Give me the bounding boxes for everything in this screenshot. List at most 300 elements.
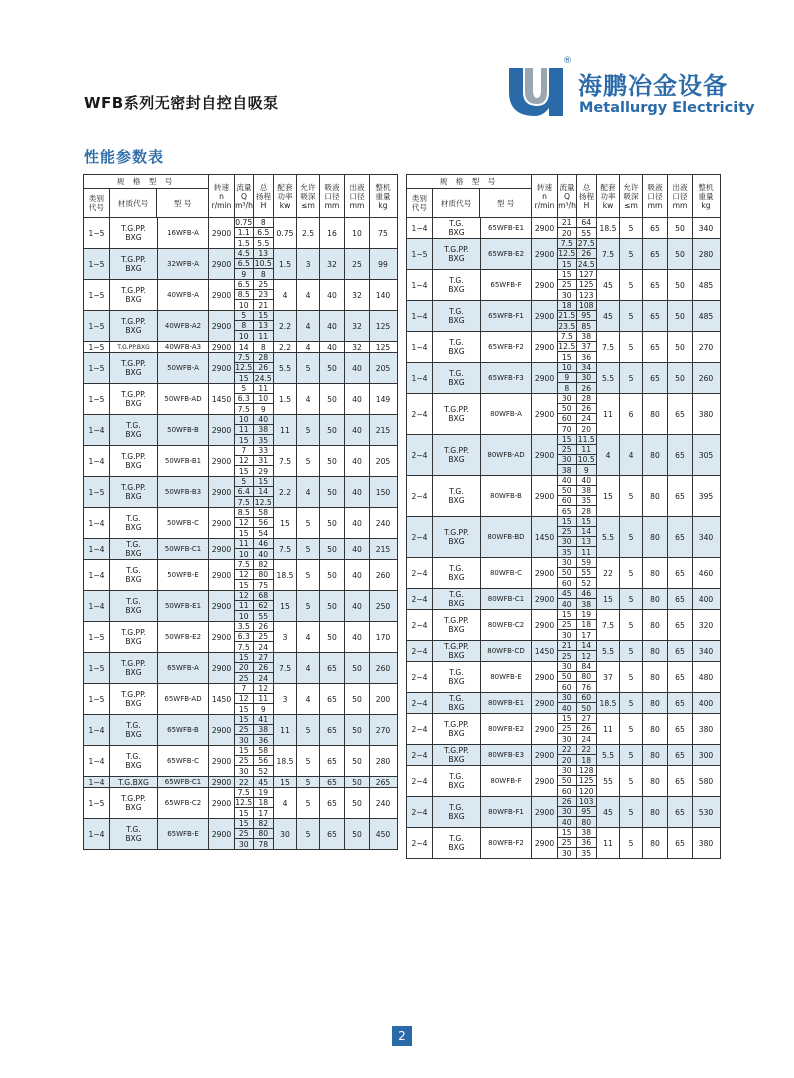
head-value: 35 xyxy=(581,848,592,858)
flow-head-row xyxy=(558,651,596,661)
flow-head-row xyxy=(235,819,273,829)
weight-cell: 530 xyxy=(698,807,714,817)
table-row xyxy=(84,539,397,560)
inlet-cell: 40 xyxy=(320,342,345,352)
suction-depth-cell: 5 xyxy=(620,745,643,765)
suction-depth-cell: 4 xyxy=(297,311,320,341)
inlet-cell: 65 xyxy=(320,777,345,787)
material-cell: T.G.PP. BXG xyxy=(433,239,481,269)
flow-head-pairs xyxy=(235,415,274,445)
head-value: 64 xyxy=(581,218,592,227)
flow-value: 25 xyxy=(558,620,577,629)
head-value: 15 xyxy=(258,311,269,320)
model-cell: 50WFB-E1 xyxy=(158,591,209,621)
flow-value: 5 xyxy=(235,477,254,486)
head-value: 24.5 xyxy=(577,259,595,269)
category-cell: 1~4 xyxy=(407,332,433,362)
flow-value: 7.5 xyxy=(235,404,254,414)
head-value: 52 xyxy=(581,578,592,588)
category-cell: 1~5 xyxy=(84,249,110,279)
flow-head-row xyxy=(235,394,273,404)
material-cell: T.G.PP. BXG xyxy=(433,610,481,640)
category-header: 类别 代号 xyxy=(407,189,433,217)
flow-head-row xyxy=(558,776,596,786)
flow-value: 38 xyxy=(558,465,577,475)
head-value: 14 xyxy=(581,641,592,650)
flow-head-pairs xyxy=(235,342,274,352)
flow-head-row xyxy=(235,735,273,745)
outlet-cell: 50 xyxy=(345,653,370,683)
outlet-cell: 65 xyxy=(668,828,693,858)
head-value: 36 xyxy=(581,352,592,362)
outlet-cell: 40 xyxy=(345,477,370,507)
table-row xyxy=(407,610,720,641)
model-cell: 16WFB-A xyxy=(158,218,209,248)
suction-depth-cell: 5 xyxy=(297,539,320,559)
weight-cell: 340 xyxy=(698,646,714,656)
flow-value: 7.5 xyxy=(235,560,254,569)
inlet-cell: 65 xyxy=(643,239,668,269)
flow-value: 12.5 xyxy=(558,249,576,258)
head-value: 22 xyxy=(581,745,592,754)
flow-value: 21.5 xyxy=(558,311,576,320)
flow-head-pairs xyxy=(235,788,274,818)
category-cell: 1~4 xyxy=(407,270,433,300)
outlet-cell: 65 xyxy=(668,714,693,744)
model-cell: 80WFB-CD xyxy=(481,641,532,661)
weight-cell: 125 xyxy=(375,321,391,331)
category-cell: 1~5 xyxy=(84,653,110,683)
weight-cell: 250 xyxy=(375,601,391,611)
flow-value: 25 xyxy=(558,838,577,847)
flow-head-row xyxy=(558,527,596,537)
category-cell: 1~4 xyxy=(84,539,110,559)
flow-head-row xyxy=(235,373,273,383)
material-cell: T.G. BXG xyxy=(433,301,481,331)
flow-head-row xyxy=(235,684,273,694)
flow-value: 30 xyxy=(558,630,577,640)
flow-value: 12 xyxy=(235,456,254,465)
inlet-cell: 80 xyxy=(643,610,668,640)
flow-head-row xyxy=(558,797,596,807)
weight-cell: 395 xyxy=(698,491,714,501)
head-value: 11.5 xyxy=(577,435,595,444)
flow-value: 5 xyxy=(235,311,254,320)
head-value: 18 xyxy=(258,798,269,807)
speed-cell: 2900 xyxy=(532,332,558,362)
suction-depth-cell: 5 xyxy=(620,476,643,516)
power-cell: 30 xyxy=(274,819,297,849)
flow-head-pairs xyxy=(235,746,274,776)
head-value: 25 xyxy=(258,632,269,641)
power-cell: 7.5 xyxy=(597,332,620,362)
flow-head-pairs xyxy=(558,828,597,858)
head-value: 33 xyxy=(258,446,269,455)
flow-value: 7.5 xyxy=(235,497,254,507)
speed-cell: 2900 xyxy=(209,446,235,476)
flow-head-row xyxy=(558,280,596,290)
head-value: 55 xyxy=(581,228,592,238)
flow-value: 60 xyxy=(558,578,577,588)
material-cell: T.G.PP. BXG xyxy=(110,311,158,341)
material-cell: T.G.PP. BXG xyxy=(433,745,481,765)
flow-head-row xyxy=(235,570,273,580)
category-cell: 1~5 xyxy=(84,788,110,818)
flow-value: 15 xyxy=(558,517,577,526)
flow-head-row xyxy=(558,766,596,776)
head-value: 27.5 xyxy=(577,239,595,248)
model-cell: 65WFB-C1 xyxy=(158,777,209,787)
outlet-cell: 40 xyxy=(345,622,370,652)
material-cell: T.G. BXG xyxy=(110,508,158,538)
head-value: 95 xyxy=(581,311,592,320)
table-row xyxy=(84,508,397,539)
inlet-cell: 80 xyxy=(643,797,668,827)
table-row xyxy=(407,641,720,662)
flow-value: 40 xyxy=(558,817,577,827)
material-cell: T.G. BXG xyxy=(110,746,158,776)
weight-cell: 125 xyxy=(375,342,391,352)
table-row xyxy=(407,363,720,394)
model-cell: 80WFB-C2 xyxy=(481,610,532,640)
outlet-cell: 40 xyxy=(345,415,370,445)
power-cell: 7.5 xyxy=(274,446,297,476)
flow-head-row xyxy=(558,630,596,640)
category-cell: 1~5 xyxy=(84,477,110,507)
head-value: 9 xyxy=(260,404,266,414)
flow-value: 10 xyxy=(235,611,254,621)
category-cell: 2~4 xyxy=(407,745,433,765)
flow-head-row xyxy=(235,539,273,549)
flow-value: 70 xyxy=(558,424,577,434)
weight-cell: 149 xyxy=(375,394,391,404)
head-value: 40 xyxy=(258,415,269,424)
head-value: 125 xyxy=(579,776,594,785)
head-value: 10 xyxy=(258,394,269,403)
spec-group-columns xyxy=(407,189,531,217)
inlet-cell: 65 xyxy=(320,684,345,714)
suction-depth-cell: 5 xyxy=(297,446,320,476)
power-cell: 7.5 xyxy=(274,653,297,683)
head-value: 38 xyxy=(581,486,592,495)
material-cell: T.G. BXG xyxy=(110,560,158,590)
flow-value: 9 xyxy=(235,269,254,279)
material-cell: T.G. BXG xyxy=(433,828,481,858)
speed-cell: 2900 xyxy=(209,788,235,818)
inlet-cell: 50 xyxy=(320,622,345,652)
suction-depth-cell: 4 xyxy=(297,477,320,507)
weight-cell: 340 xyxy=(698,223,714,233)
material-cell: T.G. BXG xyxy=(433,558,481,588)
flow-head-pairs xyxy=(235,622,274,652)
flow-head-row xyxy=(235,342,273,352)
category-cell: 1~4 xyxy=(84,777,110,787)
head-value: 28 xyxy=(581,506,592,516)
category-cell: 1~5 xyxy=(84,342,110,352)
head-value: 26 xyxy=(581,383,592,393)
material-cell: T.G.PP.BXG xyxy=(110,342,158,352)
flow-head-row xyxy=(235,746,273,756)
flow-value: 15 xyxy=(235,528,254,538)
head-value: 55 xyxy=(581,568,592,577)
power-cell: 5.5 xyxy=(597,745,620,765)
head-value: 40 xyxy=(258,549,269,559)
head-value: 13 xyxy=(258,249,269,258)
flow-head-row xyxy=(235,549,273,559)
model-cell: 65WFB-E1 xyxy=(481,218,532,238)
flow-head-row xyxy=(558,786,596,796)
head-value: 84 xyxy=(581,662,592,671)
suction-depth-cell: 5 xyxy=(297,788,320,818)
outlet-cell: 65 xyxy=(668,435,693,475)
outlet-cell: 65 xyxy=(668,693,693,713)
flow-head-row xyxy=(235,415,273,425)
flow-head-row xyxy=(558,332,596,342)
flow-value: 30 xyxy=(558,766,577,775)
flow-head-pairs xyxy=(558,589,597,609)
inlet-cell: 65 xyxy=(320,788,345,818)
speed-cell: 2900 xyxy=(209,591,235,621)
head-value: 8 xyxy=(260,218,266,227)
flow-head-row xyxy=(558,424,596,434)
category-cell: 2~4 xyxy=(407,476,433,516)
page-number: 2 xyxy=(392,1026,412,1046)
material-cell: T.G. BXG xyxy=(433,693,481,713)
flow-value: 1.1 xyxy=(235,228,254,237)
flow-head-row xyxy=(235,300,273,310)
power-cell: 15 xyxy=(274,591,297,621)
power-cell: 11 xyxy=(274,715,297,745)
category-cell: 1~4 xyxy=(407,363,433,393)
material-cell: T.G.PP. BXG xyxy=(110,653,158,683)
flow-value: 60 xyxy=(558,786,577,796)
weight-cell: 260 xyxy=(375,570,391,580)
flow-head-row xyxy=(558,445,596,455)
outlet-cell: 40 xyxy=(345,560,370,590)
flow-head-pairs xyxy=(235,591,274,621)
material-cell: T.G.PP. BXG xyxy=(110,384,158,414)
flow-head-pairs xyxy=(558,270,597,300)
inlet-cell: 65 xyxy=(320,819,345,849)
speed-cell: 2900 xyxy=(209,622,235,652)
power-cell: 1.5 xyxy=(274,384,297,414)
flow-head-row xyxy=(558,620,596,630)
head-value: 127 xyxy=(579,270,594,279)
material-cell: T.G.PP. BXG xyxy=(433,517,481,557)
speed-cell: 2900 xyxy=(532,218,558,238)
head-value: 82 xyxy=(258,560,269,569)
flow-head-pairs xyxy=(558,766,597,796)
outlet-cell: 65 xyxy=(668,517,693,557)
flow-head-pairs xyxy=(558,693,597,713)
flow-head-row xyxy=(235,715,273,725)
flow-value: 15 xyxy=(235,373,254,383)
flow-value: 11 xyxy=(235,539,254,548)
head-value: 120 xyxy=(579,786,594,796)
outlet-cell: 50 xyxy=(668,301,693,331)
flow-value: 14 xyxy=(235,342,254,352)
table-row xyxy=(84,415,397,446)
suction-depth-cell: 5 xyxy=(620,589,643,609)
head-value: 80 xyxy=(581,817,592,827)
model-cell: 65WFB-E xyxy=(158,819,209,849)
flow-head-row xyxy=(235,642,273,652)
flow-value: 21 xyxy=(558,218,577,227)
table-row xyxy=(84,684,397,715)
head-value: 28 xyxy=(581,394,592,403)
power-cell: 0.75 xyxy=(274,218,297,248)
flow-value: 22 xyxy=(558,745,577,754)
head-value: 103 xyxy=(579,797,594,806)
flow-value: 15 xyxy=(235,653,254,662)
material-cell: T.G.PP. BXG xyxy=(433,435,481,475)
flow-head-pairs xyxy=(558,394,597,434)
head-value: 38 xyxy=(258,725,269,734)
table-row xyxy=(407,662,720,693)
material-cell: T.G.PP. BXG xyxy=(110,788,158,818)
material-cell: T.G. BXG xyxy=(433,476,481,516)
power-cell: 15 xyxy=(274,777,297,787)
material-header: 材质代号 xyxy=(110,189,158,217)
flow-value: 40 xyxy=(558,476,577,485)
head-value: 23 xyxy=(258,290,269,299)
flow-value: 7.5 xyxy=(558,239,577,248)
outlet-cell: 10 xyxy=(345,218,370,248)
spec-group-header xyxy=(84,175,209,217)
suction-depth-cell: 5 xyxy=(620,332,643,362)
suction-depth-cell: 2.5 xyxy=(297,218,320,248)
flow-head-pairs xyxy=(235,653,274,683)
head-value: 27 xyxy=(258,653,269,662)
inlet-cell: 50 xyxy=(320,508,345,538)
inlet-cell: 50 xyxy=(320,591,345,621)
power-cell: 15 xyxy=(274,508,297,538)
suction-depth-header: 允许 吸深 ≤m xyxy=(297,175,320,217)
flow-value: 7.5 xyxy=(235,353,254,362)
flow-head-row xyxy=(558,239,596,249)
flow-head-row xyxy=(558,828,596,838)
suction-depth-cell: 5 xyxy=(297,353,320,383)
flow-value: 30 xyxy=(235,839,254,849)
material-cell: T.G. BXG xyxy=(110,415,158,445)
inlet-cell: 65 xyxy=(320,746,345,776)
table-row xyxy=(407,301,720,332)
suction-depth-cell: 4 xyxy=(297,684,320,714)
flow-head-row xyxy=(558,465,596,475)
table-row xyxy=(84,353,397,384)
flow-head-row xyxy=(235,663,273,673)
speed-header: 转速 n r/min xyxy=(532,175,558,217)
spec-group-columns xyxy=(84,189,208,217)
flow-value: 25 xyxy=(558,527,577,536)
table-row xyxy=(407,218,720,239)
model-cell: 80WFB-F xyxy=(481,766,532,796)
outlet-cell: 50 xyxy=(345,715,370,745)
speed-cell: 2900 xyxy=(532,239,558,269)
head-value: 12.5 xyxy=(254,497,272,507)
speed-cell: 2900 xyxy=(209,715,235,745)
speed-cell: 2900 xyxy=(209,415,235,445)
weight-cell: 215 xyxy=(375,425,391,435)
head-value: 95 xyxy=(581,807,592,816)
flow-value: 30 xyxy=(558,394,577,403)
flow-head-row xyxy=(558,589,596,599)
head-value: 35 xyxy=(258,435,269,445)
outlet-cell: 40 xyxy=(345,508,370,538)
flow-head-row xyxy=(558,714,596,724)
material-cell: T.G.BXG xyxy=(110,777,158,787)
table-row xyxy=(84,477,397,508)
flow-head-row xyxy=(558,558,596,568)
head-value: 21 xyxy=(258,300,269,310)
inlet-cell: 50 xyxy=(320,446,345,476)
head-value: 11 xyxy=(258,694,269,703)
flow-head-row xyxy=(558,662,596,672)
flow-head-pairs xyxy=(235,715,274,745)
outlet-cell: 25 xyxy=(345,249,370,279)
speed-header: 转速 n r/min xyxy=(209,175,235,217)
head-value: 80 xyxy=(258,829,269,838)
speed-cell: 2900 xyxy=(532,270,558,300)
model-cell: 50WFB-AD xyxy=(158,384,209,414)
power-cell: 7.5 xyxy=(597,239,620,269)
suction-depth-cell: 5 xyxy=(620,797,643,827)
suction-depth-cell: 4 xyxy=(297,280,320,310)
flow-head-row xyxy=(235,673,273,683)
power-cell: 5.5 xyxy=(597,517,620,557)
head-value: 19 xyxy=(581,610,592,619)
power-cell: 15 xyxy=(597,476,620,516)
power-cell: 5.5 xyxy=(597,363,620,393)
flow-value: 12.5 xyxy=(235,798,253,807)
flow-head-row xyxy=(558,373,596,383)
outlet-cell: 50 xyxy=(345,777,370,787)
outlet-cell: 50 xyxy=(668,332,693,362)
speed-cell: 2900 xyxy=(209,746,235,776)
table-row xyxy=(84,249,397,280)
weight-cell: 305 xyxy=(698,450,714,460)
flow-value: 50 xyxy=(558,404,577,413)
weight-cell: 260 xyxy=(698,373,714,383)
flow-value: 50 xyxy=(558,568,577,577)
flow-head-row xyxy=(558,321,596,331)
suction-depth-cell: 6 xyxy=(620,394,643,434)
speed-cell: 1450 xyxy=(532,641,558,661)
flow-head-pairs xyxy=(558,641,597,661)
weight-cell: 320 xyxy=(698,620,714,630)
flow-head-row xyxy=(558,228,596,238)
speed-cell: 1450 xyxy=(209,684,235,714)
flow-value: 60 xyxy=(558,682,577,692)
model-cell: 40WFB-A xyxy=(158,280,209,310)
weight-cell: 265 xyxy=(375,777,391,787)
flow-head-row xyxy=(235,487,273,497)
outlet-cell: 32 xyxy=(345,311,370,341)
flow-value: 10 xyxy=(235,300,254,310)
model-cell: 65WFB-F1 xyxy=(481,301,532,331)
material-cell: T.G. BXG xyxy=(433,363,481,393)
inlet-cell: 50 xyxy=(320,415,345,445)
head-value: 75 xyxy=(258,580,269,590)
speed-cell: 2900 xyxy=(532,693,558,713)
flow-value: 15 xyxy=(558,828,577,837)
flow-head-row xyxy=(558,290,596,300)
flow-head-row xyxy=(558,342,596,352)
flow-head-row xyxy=(235,611,273,621)
category-cell: 1~5 xyxy=(407,239,433,269)
head-value: 58 xyxy=(258,508,269,517)
suction-depth-cell: 5 xyxy=(620,662,643,692)
